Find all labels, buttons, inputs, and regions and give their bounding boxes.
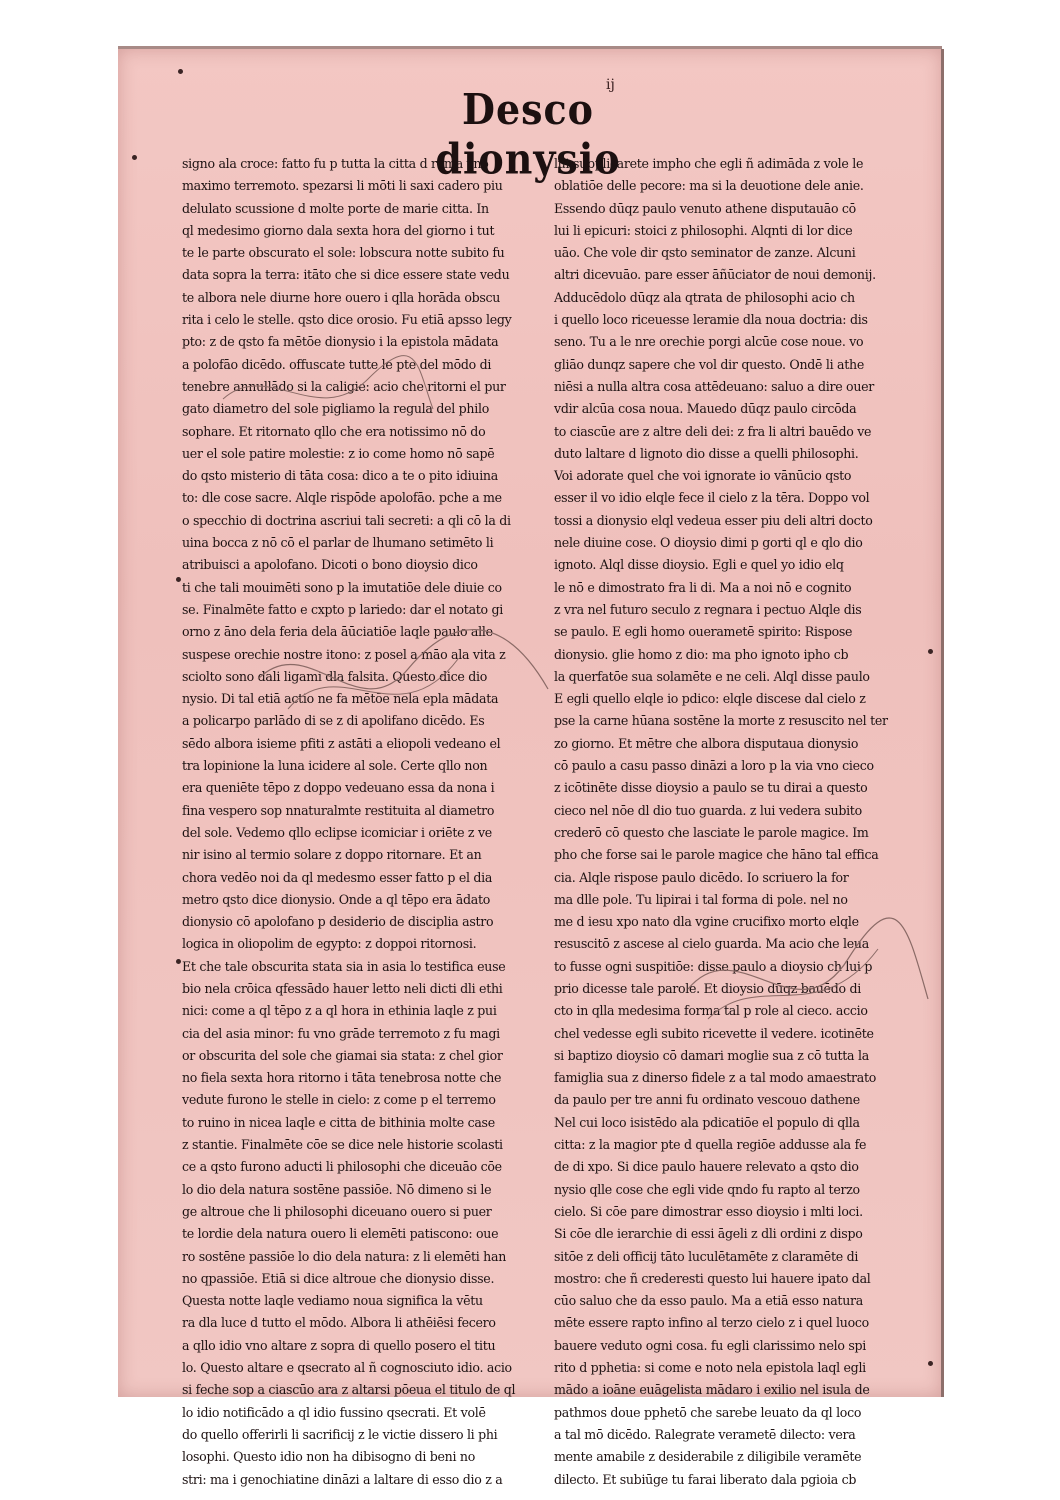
- text-line: si baptizo dioysio cō damari moglie sua z cō tutta la: [554, 1047, 869, 1063]
- text-line: mostro: che ñ crederesti questo lui hauere ipato dal: [554, 1270, 871, 1286]
- text-line: mēte essere rapto infino al terzo cielo z i quel luoco: [554, 1315, 869, 1331]
- text-line: a qllo idio vno altare z sopra di quello posero el titu: [182, 1337, 496, 1353]
- text-line: z icōtinēte disse dioysio a paulo se tu dirai a questo: [554, 780, 868, 796]
- text-line: cia del asia minor: fu vno grāde terremoto z fu magi: [182, 1025, 500, 1041]
- text-line: nir isino al termio solare z doppo ritornare. Et an: [182, 847, 482, 863]
- text-line: le nō e dimostrato fra li di. Ma a noi nō e cognito: [554, 579, 852, 595]
- text-line: do qsto misterio di tāta cosa: dico a te o pito idiuina: [182, 468, 498, 484]
- text-line: nici: come a ql tēpo z a ql hora in ethinia laqle z pui: [182, 1003, 497, 1019]
- text-line: logica in oliopolim de egypto: z doppoi ritornosi.: [182, 936, 477, 952]
- text-line: cielo. Si cōe pare dimostrar esso dioysio i mlti loci.: [554, 1203, 863, 1219]
- text-line: atribuisci a apolofano. Dicoti o bono dioysio dico: [182, 557, 478, 573]
- page-running-title: Desco dionysio: [435, 84, 621, 184]
- text-line: uina bocca z nō cō el parlar de lhumano setimēto li: [182, 535, 494, 551]
- text-line: oblatiōe delle pecore: ma si la deuotione dele anie.: [554, 178, 864, 194]
- text-line: z stantie. Finalmēte cōe se dice nele historie scolasti: [182, 1137, 503, 1153]
- text-line: i quello loco riceuesse leramie dla noua doctria: dis: [554, 312, 868, 328]
- text-line: zo giorno. Et mētre che albora disputaua dionysio: [554, 735, 859, 751]
- text-line: ql medesimo giorno dala sexta hora del giorno i tut: [182, 222, 495, 238]
- book-page: [118, 46, 942, 1487]
- text-line: se paulo. E egli homo ouerametē spirito: Rispose: [554, 624, 853, 640]
- text-line: del sole. Vedemo qllo eclipse icomiciar i oriēte z ve: [182, 824, 492, 840]
- text-line: prio dicesse tale parole. Et dioysio dūqz bauēdo di: [554, 980, 861, 996]
- text-line: stri: ma i genochiatine dināzi a laltare di esso dio z a: [182, 1471, 503, 1487]
- text-line: E egli quello elqle io pdico: elqle discese dal cielo z: [554, 691, 866, 707]
- text-line: ignoto. Alql disse dioysio. Egli e quel yo idio elq: [554, 557, 844, 573]
- text-line: lui supplicarete impho che egli ñ adimāda z vole le: [554, 156, 864, 171]
- text-line: te lordie dela natura ouero li elemēti patiscono: oue: [182, 1226, 499, 1242]
- text-line: delulato scussione d molte porte de marie citta. In: [182, 200, 489, 216]
- text-line: ra dla luce d tutto el mōdo. Albora li athēiēsi fecero: [182, 1315, 496, 1331]
- text-line: mente amabile z desiderabile z diligibile veramēte: [554, 1449, 862, 1465]
- text-line: ce a qsto furono aducti li philosophi che diceuāo cōe: [182, 1159, 502, 1175]
- folio-mark: ij: [606, 77, 615, 93]
- text-line: chora vedēo noi da ql medesmo esser fatto p el dia: [182, 869, 493, 885]
- text-line: lo idio notificādo a ql idio fussino qsecrati. Et volē: [182, 1404, 486, 1420]
- text-line: da paulo per tre anni fu ordinato vescouo dathene: [554, 1092, 860, 1108]
- text-line: niēsi a nulla altra cosa attēdeuano: saluo a dire ouer: [554, 378, 875, 394]
- text-line: se. Finalmēte fatto e cxpto p lariedo: dar el notato gi: [182, 601, 504, 617]
- ink-dot: [928, 1361, 933, 1366]
- text-line: metro qsto dice dionysio. Onde a ql tēpo era ādato: [182, 891, 491, 907]
- text-line: Nel cui loco isistēdo ala pdicatiōe el populo di qlla: [554, 1114, 860, 1130]
- text-line: o specchio di doctrina ascriui tali secreti: a qli cō la di: [182, 512, 511, 528]
- text-line: pse la carne hūana sostēne la morte z resuscito nel ter: [554, 713, 888, 729]
- text-line: cieco nel nōe dl dio tuo guarda. z lui vedera subito: [554, 802, 862, 818]
- right-text-column: [554, 153, 909, 1491]
- text-line: citta: z la magior pte d quella regiōe addusse ala fe: [554, 1137, 867, 1153]
- text-line: no qpassiōe. Etiā si dice altroue che dionysio disse.: [182, 1270, 495, 1286]
- text-line: sophare. Et ritornato qllo che era notissimo nō do: [182, 423, 486, 439]
- text-line: vedute furono le stelle in cielo: z come p el terremo: [182, 1092, 496, 1108]
- text-line: gliāo dunqz sapere che vol dir questo. Ondē li athe: [554, 356, 864, 372]
- text-line: ma dlle pole. Tu lipirai i tal forma di pole. nel no: [554, 891, 848, 907]
- text-line: to ruino in nicea laqle e citta de bithinia molte case: [182, 1114, 495, 1130]
- text-line: Si cōe dle ierarchie di essi āgeli z dli ordini z dispo: [554, 1226, 863, 1242]
- text-line: tra lopinione la luna icidere al sole. Certe qllo non: [182, 758, 488, 774]
- text-line: pto: z de qsto fa mētōe dionysio i la epistola mādata: [182, 334, 499, 350]
- text-line: seno. Tu a le nre orechie porgi alcūe cose noue. vo: [554, 334, 864, 350]
- text-line: to ciascūe are z altre deli dei: z fra li altri bauēdo ve: [554, 423, 872, 439]
- text-line: no fiela sexta hora ritorno i tāta tenebrosa notte che: [182, 1070, 502, 1086]
- text-line: a policarpo parlādo di se z di apolifano dicēdo. Es: [182, 713, 485, 729]
- text-line: cto in qlla medesima forma tal p role al cieco. accio: [554, 1003, 868, 1019]
- text-line: Essendo dūqz paulo venuto athene disputauāo cō: [554, 200, 856, 216]
- ink-dot: [132, 155, 137, 160]
- text-line: a tal mō dicēdo. Ralegrate verametē dilecto: vera: [554, 1426, 856, 1442]
- text-line: bauere veduto ogni cosa. fu egli clarissimo nelo spi: [554, 1337, 866, 1353]
- text-line: si feche sop a ciascūo ara z altarsi pōeua el titulo de ql: [182, 1382, 516, 1398]
- text-line: do quello offerirli li sacrificij z le victie dissero li phi: [182, 1426, 498, 1442]
- text-line: lo. Questo altare e qsecrato al ñ cognosciuto idio. acio: [182, 1360, 512, 1376]
- text-line: de di xpo. Si dice paulo hauere relevato a qsto dio: [554, 1159, 859, 1175]
- text-line: a polofāo dicēdo. offuscate tutte le pte del mōdo di: [182, 356, 492, 372]
- text-line: nysio qlle cose che egli vide qndo fu rapto al terzo: [554, 1181, 860, 1197]
- text-line: te albora nele diurne hore ouero i qlla horāda obscu: [182, 289, 501, 305]
- text-line: me d iesu xpo nato dla vgine crucifixo morto elqle: [554, 914, 859, 930]
- text-line: rita i celo le stelle. qsto dice orosio. Fu etiā apsso legy: [182, 312, 512, 328]
- text-line: or obscurita del sole che giamai sia stata: z chel gior: [182, 1047, 503, 1063]
- text-line: chel vedesse egli subito ricevette il vedere. icotinēte: [554, 1025, 874, 1041]
- text-line: Questa notte laqle vediamo noua significa la vētu: [182, 1293, 483, 1309]
- text-line: orno z āno dela feria dela āūciatiōe laqle paulo alle: [182, 624, 493, 640]
- text-line: uāo. Che vole dir qsto seminator de zanze. Alcuni: [554, 245, 856, 261]
- text-line: signo ala croce: fatto fu p tutta la citta d roma vno: [182, 156, 489, 171]
- text-line: losophi. Questo idio non ha dibisogno di beni no: [182, 1449, 476, 1465]
- text-line: duto laltare d lignoto dio disse a quelli philosophi.: [554, 445, 859, 461]
- text-line: sēdo albora isieme pfiti z astāti a eliopoli vedeano el: [182, 735, 501, 751]
- text-line: sciolto sono dali ligami dla falsita. Questo dice dio: [182, 668, 488, 684]
- ink-dot: [176, 577, 181, 582]
- left-text-column: [182, 153, 537, 1491]
- text-line: mādo a ioāne euāgelista mādaro i exilio nel isula de: [554, 1382, 870, 1398]
- text-line: te le parte obscurato el sole: lobscura notte subito fu: [182, 245, 505, 261]
- text-line: to fusse ogni suspitiōe: disse paulo a dioysio ch lui p: [554, 958, 873, 974]
- text-line: altri dicevuāo. pare esser āñūciator de noui demonij.: [554, 267, 876, 283]
- ink-dot: [178, 69, 183, 74]
- text-line: uer el sole patire molestie: z io come homo nō sapē: [182, 445, 495, 461]
- text-line: crederō cō questo che lasciate le parole magice. Im: [554, 824, 869, 840]
- text-line: esser il vo idio elqle fece il cielo z la tēra. Doppo vol: [554, 490, 870, 506]
- text-line: dionysio. glie homo z dio: ma pho ignoto ipho cb: [554, 646, 849, 662]
- text-line: cia. Alqle rispose paulo dicēdo. Io scriuero la for: [554, 869, 849, 885]
- text-line: tossi a dionysio elql vedeua esser piu deli altri docto: [554, 512, 873, 528]
- text-line: rito d pphetia: si come e noto nela epistola laql egli: [554, 1360, 866, 1376]
- text-line: gato diametro del sole pigliamo la regula del philo: [182, 401, 489, 417]
- text-line: dionysio cō apolofano p desiderio de disciplia astro: [182, 914, 494, 930]
- text-line: bio nela crōica qfessādo hauer letto neli dicti dli ethi: [182, 980, 503, 996]
- text-line: dilecto. Et subiūge tu farai liberato dala pgioia cb: [554, 1471, 857, 1487]
- text-line: nele diuine cose. O dioysio dimi p gorti ql e qlo dio: [554, 535, 863, 551]
- text-line: pathmos doue pphetō che sarebe leuato da ql loco: [554, 1404, 862, 1420]
- text-line: ge altroue che li philosophi diceuano ouero si puer: [182, 1203, 492, 1219]
- text-line: fina vespero sop nnaturalmte restituita al diametro: [182, 802, 495, 818]
- text-line: tenebre annullādo si la caligie: acio che ritorni el pur: [182, 378, 506, 394]
- text-line: lo dio dela natura sostēne passiōe. Nō dimeno si le: [182, 1181, 492, 1197]
- text-line: to: dle cose sacre. Alqle rispōde apolofāo. pche a me: [182, 490, 502, 506]
- text-line: data sopra la terra: itāto che si dice essere state vedu: [182, 267, 510, 283]
- text-line: z vra nel futuro seculo z regnara i pectuo Alqle dis: [554, 601, 862, 617]
- text-line: Et che tale obscurita stata sia in asia lo testifica euse: [182, 958, 506, 974]
- text-line: nysio. Di tal etiā actio ne fa mētōe nela epla mādata: [182, 691, 499, 707]
- text-line: cō paulo a casu passo dināzi a loro p la via vno cieco: [554, 758, 874, 774]
- text-line: famiglia sua z dinerso fidele z a tal modo amaestrato: [554, 1070, 877, 1086]
- text-line: la querfatōe sua solamēte e ne celi. Alql disse paulo: [554, 668, 870, 684]
- text-line: maximo terremoto. spezarsi li mōti li saxi cadero piu: [182, 178, 503, 194]
- text-line: ro sostēne passiōe lo dio dela natura: z li elemēti han: [182, 1248, 507, 1264]
- ink-dot: [176, 959, 181, 964]
- text-line: resuscitō z ascese al cielo guarda. Ma acio che leua: [554, 936, 869, 952]
- text-line: pho che forse sai le parole magice che hāno tal effica: [554, 847, 879, 863]
- text-line: Adducēdolo dūqz ala qtrata de philosophi acio ch: [554, 289, 855, 305]
- text-line: era queniēte tēpo z doppo vedeuano essa da nona i: [182, 780, 495, 796]
- ink-dot: [928, 649, 933, 654]
- text-line: ti che tali mouimēti sono p la imutatiōe dele diuie co: [182, 579, 502, 595]
- text-line: Voi adorate quel che voi ignorate io vānūcio qsto: [554, 468, 852, 484]
- text-line: vdir alcūa cosa noua. Mauedo dūqz paulo circōda: [554, 401, 857, 417]
- text-line: sitōe z deli officij tāto luculētamēte z claramēte di: [554, 1248, 859, 1264]
- text-line: lui li epicuri: stoici z philosophi. Alqnti di lor dice: [554, 222, 853, 238]
- text-line: cūo saluo che da esso paulo. Ma a etiā esso natura: [554, 1293, 863, 1309]
- text-line: suspese orechie nostre itono: z posel a māo ala vita z: [182, 646, 506, 662]
